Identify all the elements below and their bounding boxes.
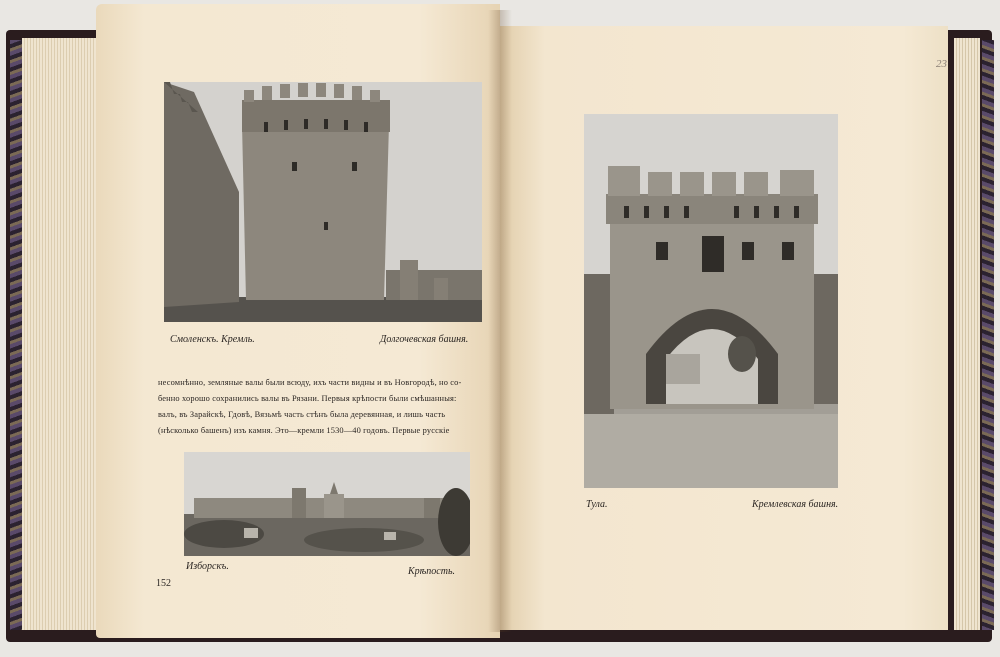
- izborsk-fortress-photo: [184, 452, 470, 556]
- spine-shadow: [488, 10, 512, 632]
- tula-caption-right: Кремлевская башня.: [752, 499, 839, 510]
- page-number: 152: [156, 578, 171, 589]
- tula-gate-tower-photo: [584, 114, 838, 488]
- body-text-line-3: валъ, въ Зарайскѣ, Гдовѣ, Вязьмѣ часть стѣнъ была деревянная, и лишь часть: [158, 410, 446, 419]
- page-edges-left: [22, 38, 102, 630]
- body-text-line-4: (нѣсколько башенъ) изъ камня. Это—кремли 1530—40 годовъ. Первые русскіе: [158, 426, 450, 435]
- smolensk-tower-photo: [164, 82, 482, 322]
- page-edges-right: [954, 38, 980, 630]
- body-text-line-2: бенно хорошо сохранились валы въ Рязани. Первыя крѣпости были смѣшанныя:: [158, 394, 457, 403]
- tula-caption-left: Тула.: [586, 499, 608, 510]
- smolensk-caption-right: Долгочевская башня.: [380, 334, 469, 345]
- body-text-line-1: несомнѣнно, земляные валы были всюду, ихъ части видны и въ Новгородѣ, но со-: [158, 378, 462, 387]
- izborsk-caption-right: Крѣпость.: [408, 566, 456, 577]
- pencil-mark: 23: [936, 58, 947, 70]
- smolensk-caption-left: Смоленскъ. Кремль.: [170, 334, 255, 345]
- marbled-edge-right: [982, 40, 994, 630]
- izborsk-caption-left: Изборскъ.: [186, 561, 229, 572]
